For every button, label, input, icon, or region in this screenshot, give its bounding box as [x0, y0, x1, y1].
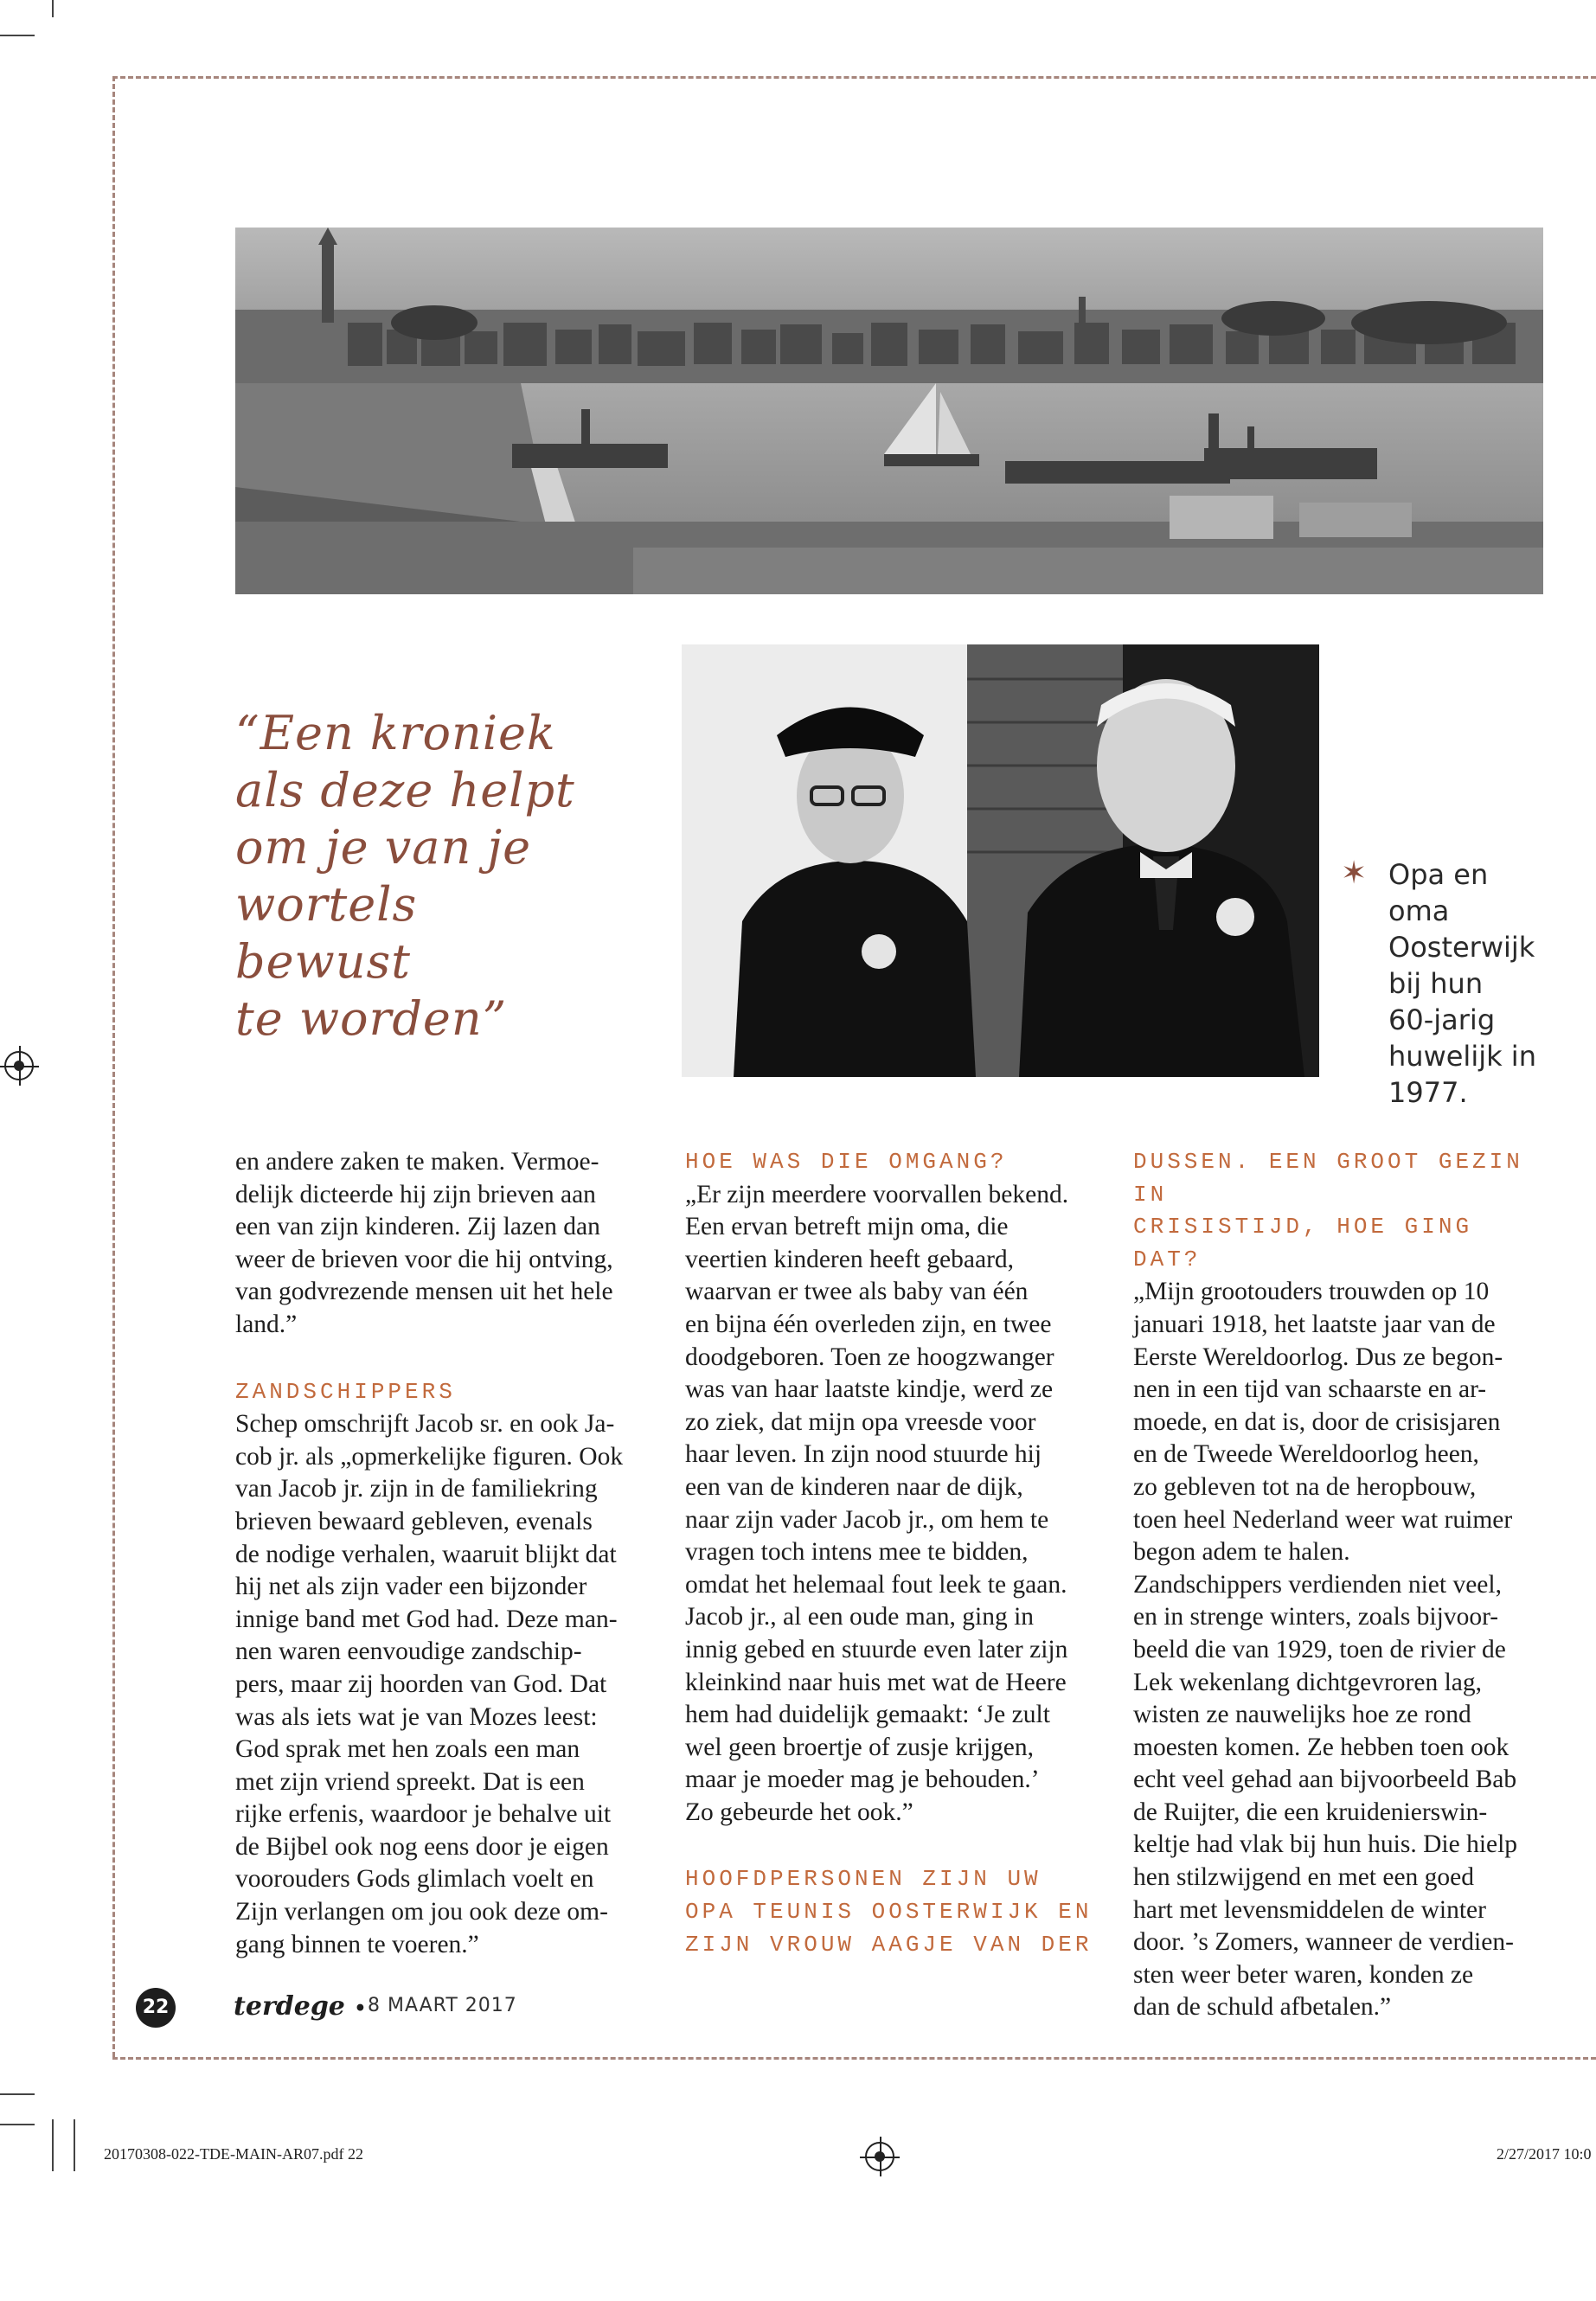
text-line: naar zijn vader Jacob jr., om hem te: [685, 1505, 1049, 1534]
text-line: van Jacob jr. zijn in de familiekring: [235, 1475, 598, 1503]
text-line: kleinkind naar huis met wat de Heere: [685, 1668, 1067, 1696]
section-heading: [685, 1863, 1100, 1961]
paragraph: [1133, 1276, 1548, 2024]
text-line: een van de kinderen naar de dijk,: [685, 1472, 1023, 1501]
text-line: haar leven. In zijn nood stuurde hij: [685, 1440, 1042, 1469]
print-slug-timestamp: 2/27/2017 10:0: [1497, 2145, 1592, 2163]
paragraph: [235, 1146, 651, 1342]
text-line: Zandschippers verdienden niet veel,: [1133, 1570, 1502, 1599]
caption-line: 60-jarig: [1388, 1003, 1496, 1036]
text-line: door. ’s Zomers, wanneer de verdien-: [1133, 1928, 1514, 1957]
text-line: met zijn vriend spreekt. Dat is een: [235, 1767, 585, 1796]
text-line: „Er zijn meerdere voorvallen bekend.: [685, 1180, 1069, 1208]
text-line: hen stilzwijgend en met een goed: [1133, 1863, 1475, 1892]
text-line: land.”: [235, 1310, 298, 1338]
text-line: brieven bewaard gebleven, evenals: [235, 1507, 593, 1535]
text-line: Jacob jr., al een oude man, ging in: [685, 1603, 1035, 1631]
pull-quote-line: om je van je: [235, 820, 532, 875]
text-line: doodgeboren. Toen ze hoogzwanger: [685, 1343, 1054, 1371]
text-line: nen waren eenvoudige zandschip-: [235, 1638, 582, 1666]
text-line: maar je moeder mag je behouden.’: [685, 1766, 1040, 1794]
separator-dot: •: [354, 1997, 367, 2020]
text-line: innige band met God had. Deze man-: [235, 1605, 618, 1633]
text-line: God sprak met hen zoals een man: [235, 1735, 580, 1764]
caption-line: 1977.: [1388, 1076, 1468, 1109]
heading-line: ZIJN VROUW AAGJE VAN DER: [685, 1931, 1093, 1958]
text-line: echt veel gehad aan bijvoorbeeld Bab: [1133, 1766, 1517, 1794]
text-line: „Mijn grootouders trouwden op 10: [1133, 1278, 1490, 1306]
pull-quote-line: als deze helpt: [235, 763, 575, 817]
text-line: voorouders Gods glimlach voelt en: [235, 1865, 594, 1894]
text-line: cob jr. als „opmerkelijke figuren. Ook: [235, 1442, 624, 1471]
article-column-3: [1133, 1146, 1548, 2024]
dashed-frame-bottom: [112, 2057, 1596, 2060]
star-icon: ✶: [1341, 856, 1368, 891]
pull-quote-line: te worden”: [235, 991, 508, 1046]
text-line: de Ruijter, die een kruidenierswin-: [1133, 1798, 1488, 1826]
text-line: Zijn verlangen om jou ook deze om-: [235, 1898, 608, 1926]
text-line: januari 1918, het laatste jaar van de: [1133, 1310, 1496, 1338]
text-line: zo gebleven tot na de heropbouw,: [1133, 1472, 1477, 1501]
text-line: wisten ze nauwelijks hoe ze rond: [1133, 1701, 1471, 1729]
text-line: Lek wekenlang dichtgevroren lag,: [1133, 1668, 1483, 1696]
text-line: moesten komen. Ze hebben toen ook: [1133, 1733, 1509, 1761]
text-line: delijk dicteerde hij zijn brieven aan: [235, 1180, 596, 1208]
crop-mark: [52, 0, 54, 17]
text-line: pers, maar zij hoorden van God. Dat: [235, 1670, 607, 1698]
panorama-photo: [235, 228, 1543, 594]
text-line: wel geen broertje of zusje krijgen,: [685, 1733, 1035, 1761]
paragraph: [685, 1179, 1100, 1830]
text-line: en de Tweede Wereldoorlog heen,: [1133, 1440, 1479, 1469]
text-line: was van haar laatste kindje, werd ze: [685, 1375, 1054, 1404]
text-line: gang binnen te voeren.”: [235, 1930, 479, 1958]
crop-mark: [74, 2119, 75, 2171]
dashed-frame-top: [112, 76, 1596, 79]
text-line: toen heel Nederland weer wat ruimer: [1133, 1505, 1513, 1534]
photo-caption: [1388, 856, 1553, 1111]
text-line: de nodige verhalen, waaruit blijkt dat: [235, 1540, 617, 1568]
text-line: Schep omschrijft Jacob sr. en ook Ja-: [235, 1410, 615, 1439]
crop-mark: [0, 2093, 35, 2095]
text-line: hem had duidelijk gemaakt: ‘Je zult: [685, 1701, 1050, 1729]
text-line: hart met levensmiddelen de winter: [1133, 1895, 1486, 1924]
pull-quote-line: wortels bewust: [235, 877, 418, 989]
text-line: en bijna één overleden zijn, en twee: [685, 1310, 1052, 1338]
text-line: begon adem te halen.: [1133, 1538, 1350, 1567]
heading-line: OPA TEUNIS OOSTERWIJK EN: [685, 1899, 1093, 1926]
heading-line: CRISISTIJD, HOE GING DAT?: [1133, 1214, 1473, 1272]
river-town-illustration: [235, 228, 1543, 594]
text-line: keltje had vlak bij hun huis. Die hielp: [1133, 1830, 1518, 1859]
text-line: en andere zaken te maken. Vermoe-: [235, 1148, 599, 1176]
text-line: sten weer beter waren, konden ze: [1133, 1960, 1474, 1989]
text-line: van godvrezende mensen uit het hele: [235, 1278, 613, 1306]
text-line: hij net als zijn vader een bijzonder: [235, 1573, 587, 1601]
text-line: Zo gebeurde het ook.”: [685, 1798, 913, 1826]
text-line: waarvan er twee als baby van één: [685, 1278, 1029, 1306]
caption-line: bij hun: [1388, 967, 1484, 1000]
heading-line: HOOFDPERSONEN ZIJN UW: [685, 1866, 1042, 1893]
heading-line: DUSSEN. EEN GROOT GEZIN IN: [1133, 1149, 1523, 1208]
magazine-logo: [234, 1991, 366, 2022]
brand-name: terdege: [234, 1991, 345, 2022]
crop-mark: [0, 2124, 35, 2125]
crop-mark: [0, 35, 35, 36]
crop-mark: [52, 2119, 54, 2171]
text-line: beeld die van 1929, toen de rivier de: [1133, 1635, 1506, 1663]
text-line: zo ziek, dat mijn opa vreesde voor: [685, 1407, 1036, 1436]
text-line: veertien kinderen heeft gebaard,: [685, 1245, 1015, 1273]
text-line: vragen toch intens mee te bidden,: [685, 1538, 1029, 1567]
print-slug-file: 20170308-022-TDE-MAIN-AR07.pdf 22: [104, 2145, 363, 2163]
text-line: innig gebed en stuurde even later zijn: [685, 1635, 1068, 1663]
pull-quote: [235, 705, 599, 1048]
text-line: Eerste Wereldoorlog. Dus ze begon-: [1133, 1343, 1503, 1371]
text-line: de Bijbel ook nog eens door je eigen: [235, 1832, 609, 1861]
text-line: moede, en dat is, door de crisisjaren: [1133, 1407, 1501, 1436]
text-line: een van zijn kinderen. Zij lazen dan: [235, 1213, 600, 1241]
article-column-1: [235, 1146, 651, 1961]
dashed-frame-left: [112, 76, 115, 2057]
registration-mark-icon: [865, 2142, 894, 2171]
couple-portrait-illustration: [682, 644, 1319, 1077]
text-line: was als iets wat je van Mozes leest:: [235, 1702, 598, 1731]
article-column-2: [685, 1146, 1100, 1961]
text-line: rijke erfenis, waardoor je behalve uit: [235, 1800, 612, 1829]
page-number: 22: [136, 1988, 176, 2028]
text-line: dan de schuld afbetalen.”: [1133, 1993, 1392, 2022]
pull-quote-line: “Een kroniek: [235, 706, 556, 760]
portrait-photo: [682, 644, 1319, 1077]
text-line: omdat het helemaal fout leek te gaan.: [685, 1570, 1067, 1599]
section-heading: HOE WAS DIE OMGANG?: [685, 1149, 1008, 1175]
text-line: en in strenge winters, zoals bijvoor-: [1133, 1603, 1499, 1631]
section-heading: ZANDSCHIPPERS: [235, 1378, 456, 1405]
paragraph: [235, 1408, 651, 1961]
text-line: Een ervan betreft mijn oma, die: [685, 1213, 1009, 1241]
section-heading: [1133, 1146, 1548, 1276]
registration-mark-icon: [4, 1051, 34, 1080]
caption-line: huwelijk in: [1388, 1040, 1536, 1073]
issue-date: 8 MAART 2017: [368, 1995, 517, 2016]
text-line: nen in een tijd van schaarste en ar-: [1133, 1375, 1487, 1404]
text-line: weer de brieven voor die hij ontving,: [235, 1245, 613, 1273]
caption-line: Oosterwijk: [1388, 931, 1535, 964]
caption-line: Opa en oma: [1388, 858, 1489, 927]
